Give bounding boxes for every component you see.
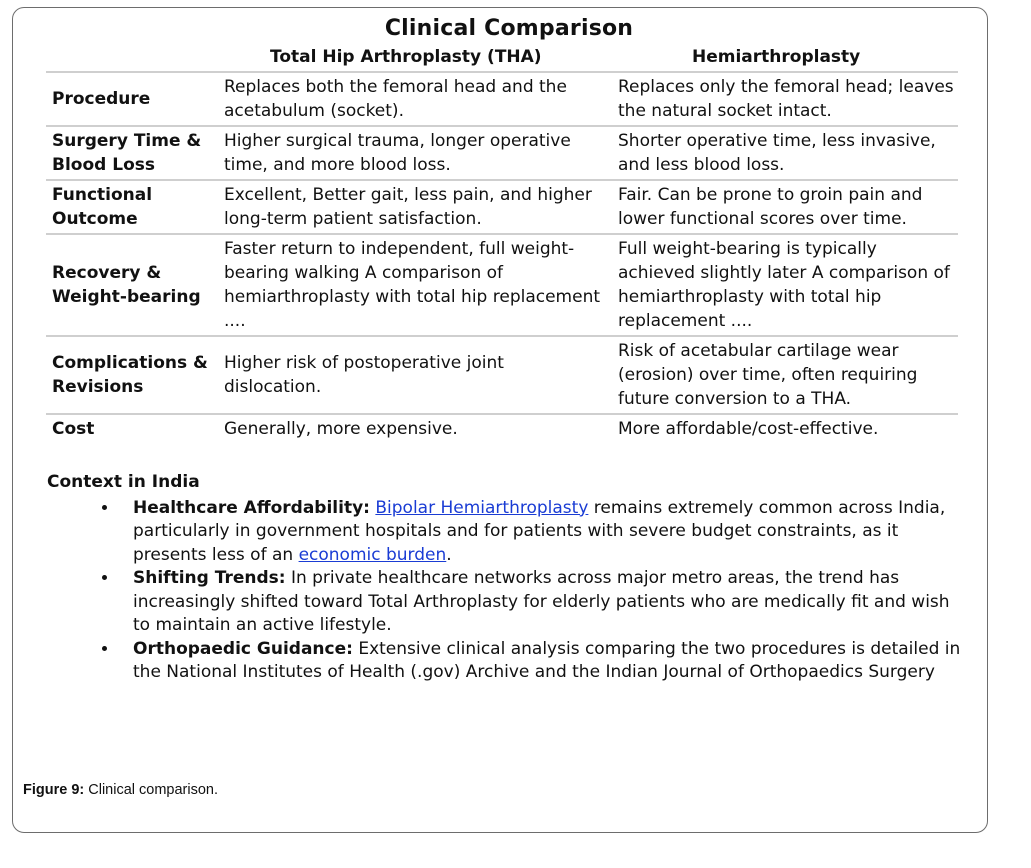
comparison-table — [46, 45, 958, 443]
figure-image — [34, 16, 964, 685]
bullet-title: Shifting Trends: — [133, 568, 286, 588]
table-row — [46, 126, 958, 180]
row-label: Functional Outcome — [46, 180, 220, 234]
cell-hemi: More affordable/cost-effective. — [618, 419, 879, 439]
table-row — [46, 234, 958, 336]
context-list — [47, 497, 964, 685]
table-row — [46, 336, 958, 414]
bullet-text: In private healthcare networks across major metro areas, the trend has increasingly shifted toward Total Arthroplasty for elderly patients who are medically fit and wish to maintain an active lifestyle. — [133, 568, 950, 635]
bullet-text: Extensive clinical analysis comparing the two procedures is detailed in the National Institutes of Health (.gov) Archive and the Indian Journal of Orthopaedics Surgery — [133, 638, 961, 682]
cell-tha: Faster return to independent, full weight-bearing walking A comparison of hemiarthroplasty with total hip replacement .... — [220, 234, 610, 336]
bullet-title: Healthcare Affordability: — [133, 497, 370, 518]
cell-tha: Higher risk of postoperative joint dislocation. — [220, 336, 610, 414]
bullet-title: Orthopaedic Guidance: — [133, 638, 353, 659]
cell-hemi: Replaces only the femoral head; leaves the natural socket intact. — [610, 72, 958, 126]
context-section — [47, 471, 964, 685]
list-item — [119, 567, 964, 638]
cell-tha: Excellent, Better gait, less pain, and higher long-term patient satisfaction. — [220, 180, 610, 234]
table-row — [46, 414, 958, 443]
cell-hemi: Risk of acetabular cartilage wear (erosion) over time, often requiring future conversion to a THA. — [610, 336, 958, 414]
economic-burden-link[interactable]: economic burden — [298, 544, 447, 565]
table-row — [46, 180, 958, 234]
row-label: Cost — [52, 419, 95, 439]
bullet-text: . — [446, 544, 452, 565]
cell-tha: Replaces both the femoral head and the acetabulum (socket). — [220, 72, 610, 126]
bipolar-hemiarthroplasty-link[interactable]: Bipolar Hemiarthroplasty — [375, 497, 589, 518]
row-label: Surgery Time & Blood Loss — [46, 126, 220, 180]
table-header-row — [46, 45, 958, 72]
row-label: Complications & Revisions — [46, 336, 220, 414]
list-item — [119, 497, 964, 568]
cell-hemi: Fair. Can be prone to groin pain and lower functional scores over time. — [610, 180, 958, 234]
cell-tha: Generally, more expensive. — [224, 419, 458, 439]
header-tha: Total Hip Arthroplasty (THA) — [220, 45, 610, 72]
figure-caption — [23, 782, 218, 798]
figure-title: Clinical Comparison — [384, 16, 634, 41]
header-empty — [46, 45, 220, 72]
cell-hemi: Shorter operative time, less invasive, and less blood loss. — [610, 126, 958, 180]
cell-tha: Higher surgical trauma, longer operative time, and more blood loss. — [220, 126, 610, 180]
cell-hemi: Full weight-bearing is typically achieved slightly later A comparison of hemiarthroplasty with total hip replacement .... — [610, 234, 958, 336]
context-heading: Context in India — [47, 472, 200, 492]
table-row — [46, 72, 958, 126]
row-label: Procedure — [46, 72, 220, 126]
row-label: Recovery & Weight-bearing — [46, 234, 220, 336]
header-hemi: Hemiarthroplasty — [610, 45, 958, 72]
list-item — [119, 638, 964, 685]
bullet-text: remains extremely common across India, particularly in government hospitals and for patients with severe budget constraints, as it presents less of an — [133, 497, 946, 565]
caption-text: Clinical comparison. — [84, 782, 219, 798]
caption-label: Figure 9: — [23, 782, 85, 798]
